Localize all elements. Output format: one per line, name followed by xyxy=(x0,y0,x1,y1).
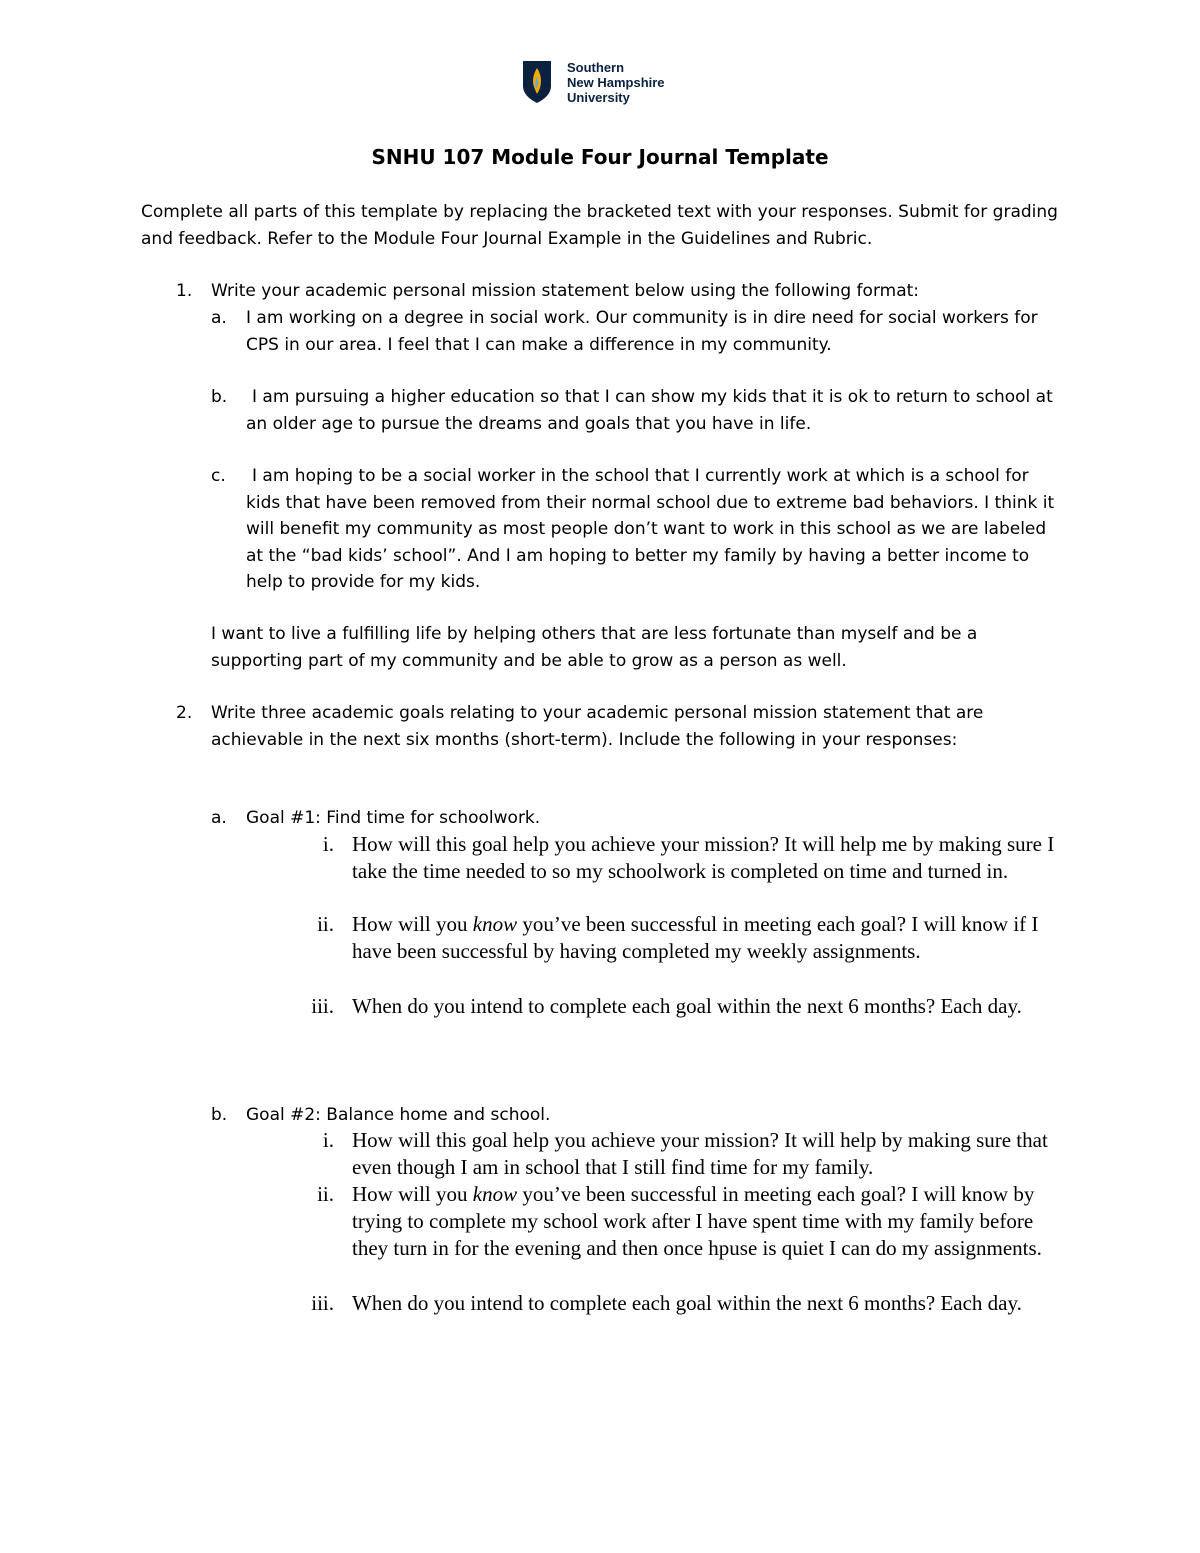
goal-1-i-text: How will this goal help you achieve your mission? It will help me by making sure I take the time needed to so my schoolwork is completed on time and turned in. xyxy=(352,832,1055,883)
intro-paragraph: Complete all parts of this template by replacing the bracketed text with your responses. Submit for grading and feedback. Refer to the Module Four Journal Example in the Guidelines and Rubric. xyxy=(141,202,1058,249)
goal-2-ii-text: How will you know you’ve been successful in meeting each goal? I will know by trying to complete my school work after I have spent time with my family before they turn in for the evening and then once hpuse is quiet I can do my assignments. xyxy=(352,1182,1042,1260)
goal-1-iii-num: iii. xyxy=(311,994,334,1018)
logo-line-3: University xyxy=(567,90,630,105)
logo-line-2: New Hampshire xyxy=(567,75,665,90)
item-1b-text: I am pursuing a higher education so that I can show my kids that it is ok to return to school at an older age to pursue the dreams and goals that you have in life. xyxy=(246,387,1053,434)
goal-2-text: Goal #2: Balance home and school. xyxy=(246,1105,551,1125)
goal-2-iii-num: iii. xyxy=(311,1291,334,1315)
document-title: SNHU 107 Module Four Journal Template xyxy=(371,145,829,169)
shield-flame-icon xyxy=(522,60,552,104)
goal-2-i-num: i. xyxy=(322,1128,334,1152)
item-1c-text: I am hoping to be a social worker in the school that I currently work at which is a school for kids that have been removed from their normal school due to extreme bad behaviors. I think it will benefit my community as most people don’t want to work in this school as we are labeled at the “bad kids’ school”. And I am hoping to better my family by having a better income to help to provide for my kids. xyxy=(246,466,1055,592)
goal-1-label: a. xyxy=(211,808,227,828)
goal-1-text: Goal #1: Find time for schoolwork. xyxy=(246,808,541,828)
logo-line-1: Southern xyxy=(567,60,625,75)
goal-1-i-num: i. xyxy=(322,832,334,856)
item-1-number: 1. xyxy=(176,281,193,301)
mission-summary: I want to live a fulfilling life by helping others that are less fortunate than myself and be a supporting part of my community and be able to grow as a person as well. xyxy=(211,624,978,671)
item-1a-text: I am working on a degree in social work. Our community is in dire need for social workers for CPS in our area. I feel that I can make a difference in my community. xyxy=(246,308,1038,355)
snhu-logo xyxy=(522,60,684,106)
item-1c-label: c. xyxy=(211,466,226,486)
goal-1-ii-num: ii. xyxy=(317,912,334,936)
goal-2-iii-text: When do you intend to complete each goal within the next 6 months? Each day. xyxy=(352,1291,1022,1315)
goal-1-ii-text: How will you know you’ve been successful in meeting each goal? I will know if I have been successful by having completed my weekly assignments. xyxy=(352,912,1039,963)
goal-2-ii-num: ii. xyxy=(317,1182,334,1206)
item-1a-label: a. xyxy=(211,308,227,328)
goal-1-iii-text: When do you intend to complete each goal within the next 6 months? Each day. xyxy=(352,994,1022,1018)
item-1b-label: b. xyxy=(211,387,228,407)
goal-2-label: b. xyxy=(211,1105,228,1125)
item-2-text: Write three academic goals relating to your academic personal mission statement that are achievable in the next six months (short-term). Include the following in your responses: xyxy=(211,703,984,750)
item-1-text: Write your academic personal mission statement below using the following format: xyxy=(211,281,920,301)
item-2-number: 2. xyxy=(176,703,193,723)
goal-2-i-text: How will this goal help you achieve your mission? It will help by making sure that even though I am in school that I still find time for my family. xyxy=(352,1128,1048,1179)
